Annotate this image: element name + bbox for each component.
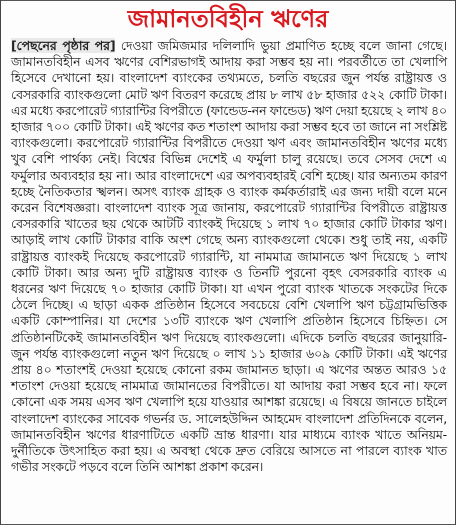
article-body-text: দেওয়া জমিজমার দলিলাদি ভুয়া প্রমাণিত হচ্ছে বলে জানা গেছে। জামানতবিহীন এসব ঋণের বেশিরভাগই আদায় করা সম্ভব হয় না। পরবর্তীতে তা খেলাপি হিসেবে দেখানো হয়। বাংলাদেশ ব্যাংকের তথ্যমতে, চলতি বছরের জুন পর্যন্ত রাষ্ট্রায়ত্ত ও বেসরকারি ব্যাংকগুলো মোট ঋণ বিতরণ করেছে প্রায় ৮ লাখ ৫৮ হাজার ৫২২ কোটি টাকা। এর মধ্যে করপোরেট গ্যারান্টির বিপরীতে (ফান্ডেড-নন ফান্ডেড) ঋণ দেয়া হয়েছে ২ লাখ ৪০ হাজার ৭০০ কোটি টাকা। এই ঋণের কত শতাংশ আদায় করা সম্ভব হবে তা জানে না সংশ্লিষ্ট ব্যাংকগুলো। করপোরেট গ্যারান্টির বিপরীতে দেওয়া ঋণ এবং জামানতবিহীন ঋণের মধ্যে খুব বেশি পার্থক্য নেই। বিশ্বের বিভিন্ন দেশেই এ ফর্মুলা চালু রয়েছে। তবে সেসব দেশে এ ফর্মুলার অব্যবহার হয় না। আর বাংলাদেশে এর অপব্যবহারই বেশি হচ্ছে। যার অন্যতম কারণ হচ্ছে নৈতিকতার স্খলন। অসৎ ব্যাংক গ্রাহক ও ব্যাংক কর্মকর্তারাই এর জন্য দায়ী বলে মনে করেন বিশেষজ্ঞরা। বাংলাদেশ ব্যাংক সূত্র জানায়, করপোরেট গ্যারান্টির বিপরীতে রাষ্ট্রায়ত্ত বেসরকারি খাতের ছয় থেকে আটটি ব্যাংকই দিয়েছে ১ লাখ ৭০ হাজার কোটি টাকার ঋণ। আড়াই লাখ কোটি টাকার বাকি অংশ গেছে অন্য ব্যাংকগুলো থেকে। শুধু তাই নয়, একটি রাষ্ট্রায়ত্ত ব্যাংকই দিয়েছে করপোরেট গ্যারান্টি, যা নামমাত্র জামানতে ঋণ দিয়েছে ১ লাখ কোটি টাকা। আর অন্য দুটি রাষ্ট্রায়ত্ত ব্যাংক ও তিনটি পুরনো বৃহৎ বেসরকারি ব্যাংক এ ধরনের ঋণ দিয়েছে ৭০ হাজার কোটি টাকা। যা এখন পুরো ব্যাংক খাতকে সংকটের দিকে ঠেলে দিচ্ছে। এ ছাড়া একক প্রতিষ্ঠান হিসেবে সবচেয়ে বেশি খেলাপি ঋণ চট্টগ্রামভিত্তিক একটি কোম্পানির। যা দেশের ১৩টি ব্যাংকে ঋণ খেলাপি প্রতিষ্ঠান হিসেবে চিহ্নিত। সে প্রতিষ্ঠানটিকেই জামানতবিহীন ঋণ দিয়েছে ব্যাংকগুলো। এদিকে চলতি বছরের জানুয়ারি-জুন পর্যন্ত ব্যাংকগুলো নতুন ঋণ দিয়েছে ০ লাখ ১১ হাজার ৬০৯ কোটি টাকা। এই ঋণের প্রায় ৪০ শতাংশই দেওয়া হয়েছে কোনো রকম জামানত ছাড়া। এ ঋণের অন্তত আরও ১৫ শতাংশ দেওয়া হয়েছে নামমাত্র জামানতের বিপরীতে। যা আদায় করা সম্ভব হবে না। ফলে কোনো এক সময় এসব ঋণ খেলাপি হয়ে যাওয়ার আশঙ্কা রয়েছে। এ বিষয়ে জানতে চাইলে বাংলাদেশ ব্যাংকের সাবেক গভর্নর ড. সালেহউদ্দিন আহমেদ বাংলাদেশ প্রতিদিনকে বলেন, জামানতবিহীন ঋণের ধারণাটিতে একটি ভ্রান্ত ধারণা। যার মাধ্যমে ব্যাংক খাতে অনিয়ম-দুর্নীতিকে উৎসাহিত করা হয়। এ অবস্থা থেকে দ্রুত বেরিয়ে আসতে না পারলে ব্যাংক খাত গভীর সংকটে পড়বে বলে তিনি আশঙ্কা প্রকাশ করেন। xyxy=(11,38,447,475)
headline-container xyxy=(1,0,455,36)
continuation-tag: [পেছনের পৃষ্ঠার পর] xyxy=(11,38,116,53)
top-border xyxy=(1,0,455,1)
headline: জামানতবিহীন ঋণের xyxy=(127,5,329,33)
article-body xyxy=(1,36,455,475)
